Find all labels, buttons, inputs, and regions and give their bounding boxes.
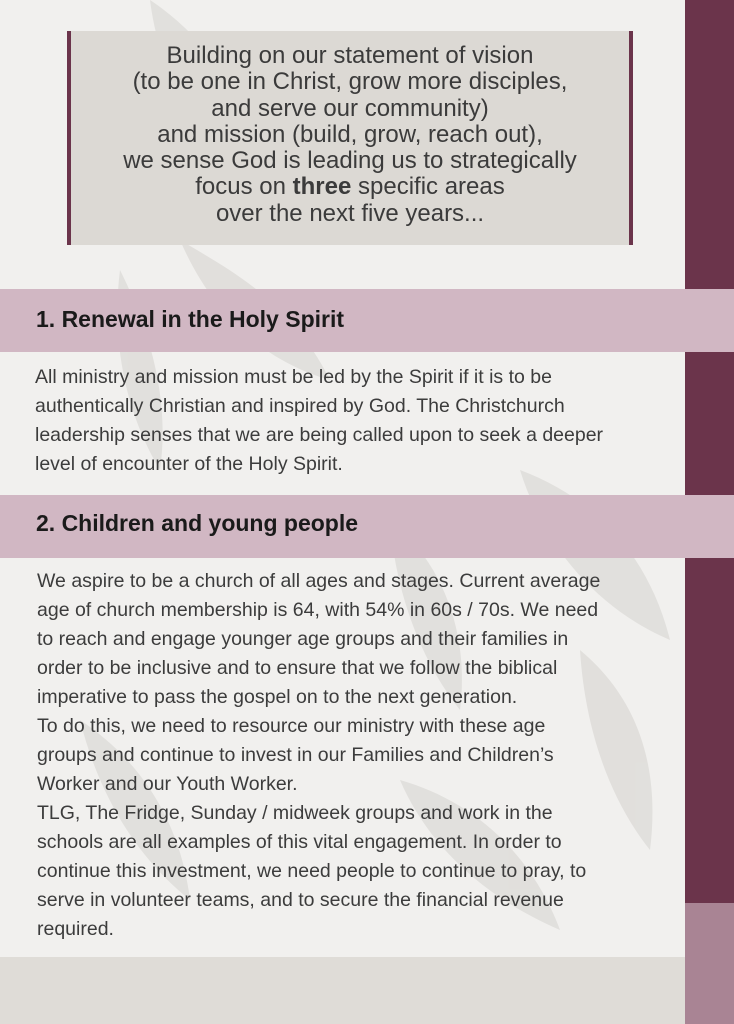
section-heading-band <box>0 289 734 352</box>
right-accent-strip-light <box>685 903 734 1024</box>
section-body <box>35 363 603 479</box>
body-line: age of church membership is 64, with 54% in 60s / 70s. We need <box>37 599 599 621</box>
body-line: to reach and engage younger age groups and their families in <box>37 628 569 650</box>
right-accent-strip <box>685 352 734 903</box>
footer-band <box>0 957 685 1024</box>
intro-line: (to be one in Christ, grow more disciples, <box>132 68 568 96</box>
body-line: schools are all examples of this vital engagement. In order to <box>37 831 562 853</box>
intro-line: we sense God is leading us to strategically <box>123 147 577 175</box>
body-line: order to be inclusive and to ensure that we follow the biblical <box>37 657 558 679</box>
body-line: authentically Christian and inspired by God. The Christchurch <box>35 395 565 417</box>
section-heading: 2. Children and young people <box>36 510 359 536</box>
section-heading-band <box>0 495 734 558</box>
body-line: To do this, we need to resource our ministry with these age <box>37 715 546 737</box>
section-body <box>37 567 600 944</box>
intro-line: and serve our community) <box>211 94 489 122</box>
intro-emphasis: three <box>292 173 352 201</box>
intro-text: focus on <box>195 173 286 201</box>
section-heading: 1. Renewal in the Holy Spirit <box>36 306 345 332</box>
body-line: imperative to pass the gospel on to the next generation. <box>37 686 518 708</box>
intro-line <box>71 174 629 200</box>
intro-line: and mission (build, grow, reach out), <box>157 120 543 148</box>
body-line: groups and continue to invest in our Families and Children’s <box>37 744 554 766</box>
intro-line: Building on our statement of vision <box>166 42 534 69</box>
body-line: leadership senses that we are being called upon to seek a deeper <box>35 424 604 446</box>
intro-statement-box <box>67 31 633 245</box>
intro-line: over the next five years... <box>215 199 485 227</box>
body-line: Worker and our Youth Worker. <box>37 773 298 795</box>
body-line: serve in volunteer teams, and to secure the financial revenue <box>37 889 564 911</box>
body-line: required. <box>37 918 114 940</box>
body-line: TLG, The Fridge, Sunday / midweek groups and work in the <box>37 802 553 824</box>
body-line: level of encounter of the Holy Spirit. <box>35 453 343 475</box>
intro-text: specific areas <box>358 173 505 201</box>
right-accent-strip <box>685 0 734 289</box>
body-line: continue this investment, we need people to continue to pray, to <box>37 860 587 882</box>
body-line: We aspire to be a church of all ages and stages. Current average <box>37 570 601 592</box>
body-line: All ministry and mission must be led by the Spirit if it is to be <box>35 366 552 388</box>
